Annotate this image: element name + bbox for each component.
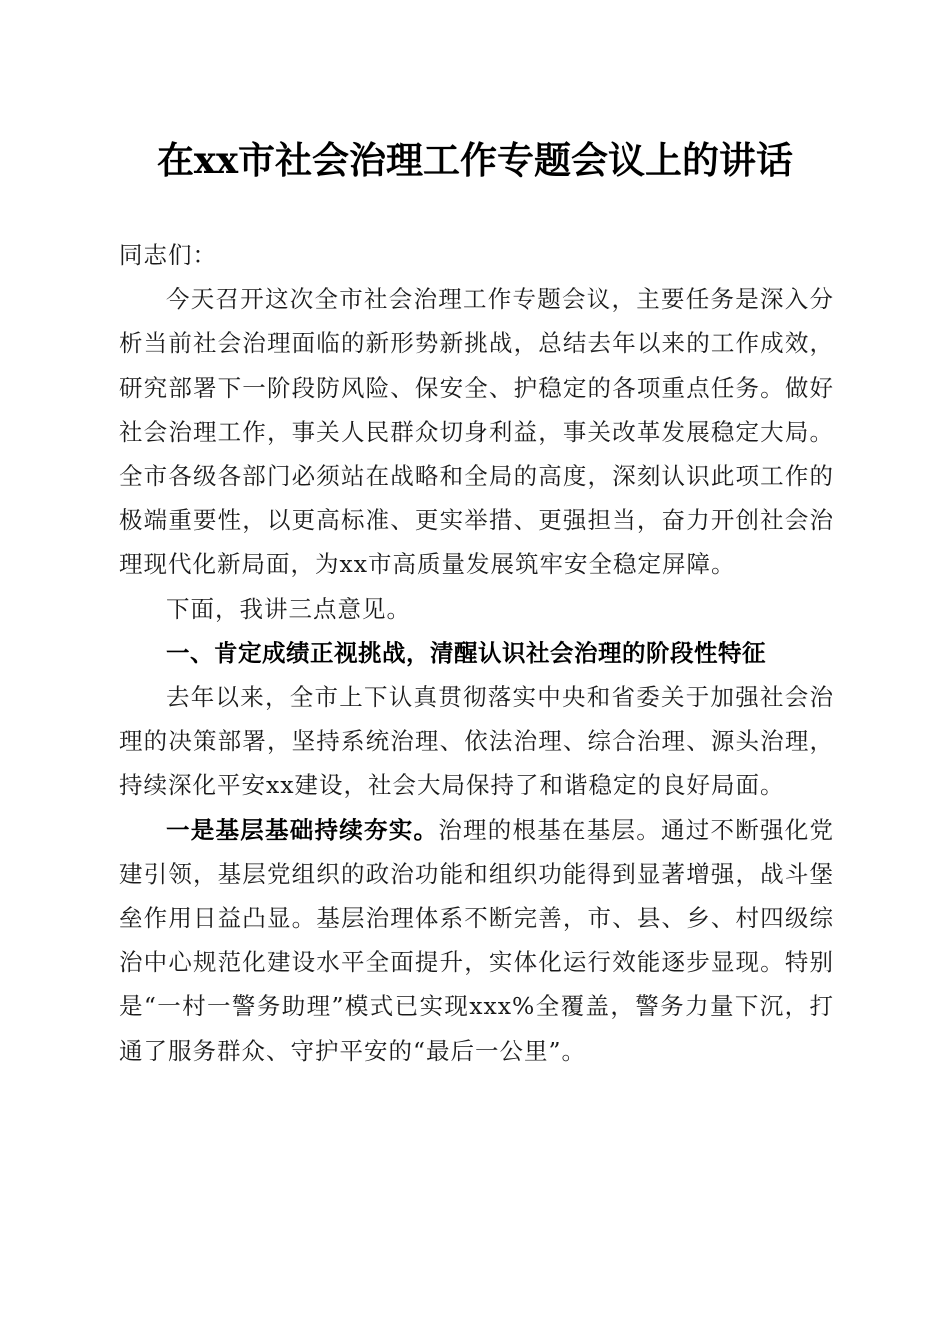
paragraph-achievements: 去年以来，全市上下认真贯彻落实中央和省委关于加强社会治理的决策部署，坚持系统治理、依法治理、综合治理、源头治理，持续深化平安xx建设，社会大局保持了和谐稳定的良好局面。 [119, 683, 834, 800]
paragraph-grassroots-text: 治理的根基在基层。通过不断强化党建引领，基层党组织的政治功能和组织功能得到显著增强，战斗堡垒作用日益凸显。基层治理体系不断完善，市、县、乡、村四级综治中心规范化建设水平全面提升，实体化运行效能逐步显现。特别是“一村一警务助理”模式已实现xxx%全覆盖，警务力量下沉，打通了服务群众、守护平安的“最后一公里”。 [119, 815, 834, 1065]
document-body [119, 233, 834, 1073]
paragraph-outline: 下面，我讲三点意见。 [166, 594, 411, 623]
salutation: 同志们： [119, 241, 217, 269]
paragraph-grassroots [119, 808, 834, 1073]
section-heading-1: 一、肯定成绩正视挑战，清醒认识社会治理的阶段性特征 [166, 638, 766, 667]
document-title: 在xx市社会治理工作专题会议上的讲话 [156, 138, 794, 182]
paragraph-intro: 今天召开这次全市社会治理工作专题会议，主要任务是深入分析当前社会治理面临的新形势新挑战，总结去年以来的工作成效，研究部署下一阶段防风险、保安全、护稳定的各项重点任务。做好社会治理工作，事关人民群众切身利益，事关改革发展稳定大局。全市各级各部门必须站在战略和全局的高度，深刻认识此项工作的极端重要性，以更高标准、更实举措、更强担当，奋力开创社会治理现代化新局面，为xx市高质量发展筑牢安全稳定屏障。 [119, 285, 834, 579]
paragraph-lead: 一是基层基础持续夯实。 [166, 815, 439, 844]
